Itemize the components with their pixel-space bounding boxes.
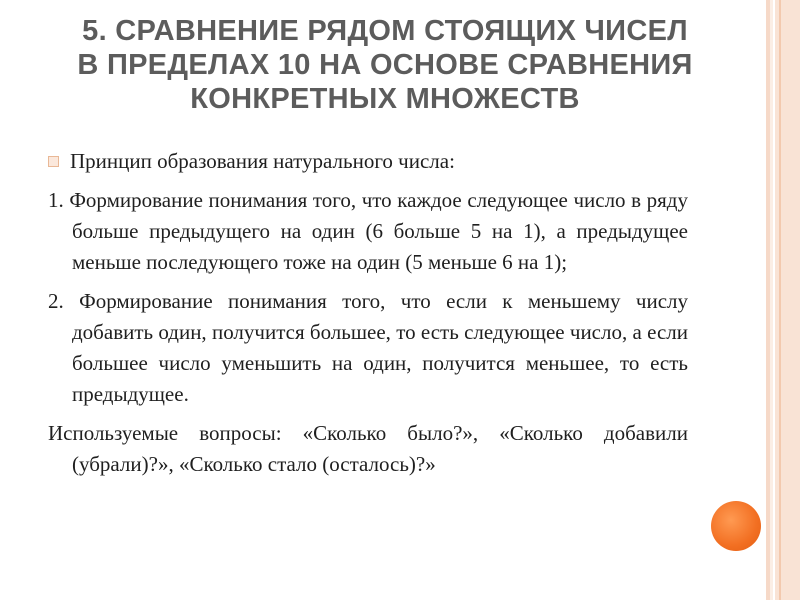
square-bullet-icon xyxy=(48,156,59,167)
bullet-text: Принцип образования натурального числа: xyxy=(70,149,455,173)
numbered-item-1: 1. Формирование понимания того, что каждое следующее число в ряду больше предыдущего на один (6 больше 5 на 1), а предыдущее меньше последующего тоже на один (5 меньше 6 на 1); xyxy=(48,188,688,274)
bullet-item xyxy=(48,146,688,177)
questions-paragraph: Используемые вопросы: «Сколько было?», «Сколько добавили (убрали)?», «Сколько стало (осталось)?» xyxy=(48,421,688,476)
slide-title xyxy=(30,14,740,116)
title-line-2: В ПРЕДЕЛАХ 10 НА ОСНОВЕ СРАВНЕНИЯ xyxy=(77,49,693,81)
border-stripe xyxy=(779,0,781,600)
title-line-3: КОНКРЕТНЫХ МНОЖЕСТВ xyxy=(190,83,580,115)
slide-content xyxy=(48,146,688,480)
border-stripe xyxy=(770,0,773,600)
numbered-item-2: 2. Формирование понимания того, что если к меньшему числу добавить один, получится большее, то есть следующее число, а если большее число уменьшить на один, получится меньшее, то есть предыдущее. xyxy=(48,289,688,406)
title-line-1: 5. СРАВНЕНИЕ РЯДОМ СТОЯЩИХ ЧИСЕЛ xyxy=(82,15,688,47)
orange-circle-decoration xyxy=(711,501,761,551)
